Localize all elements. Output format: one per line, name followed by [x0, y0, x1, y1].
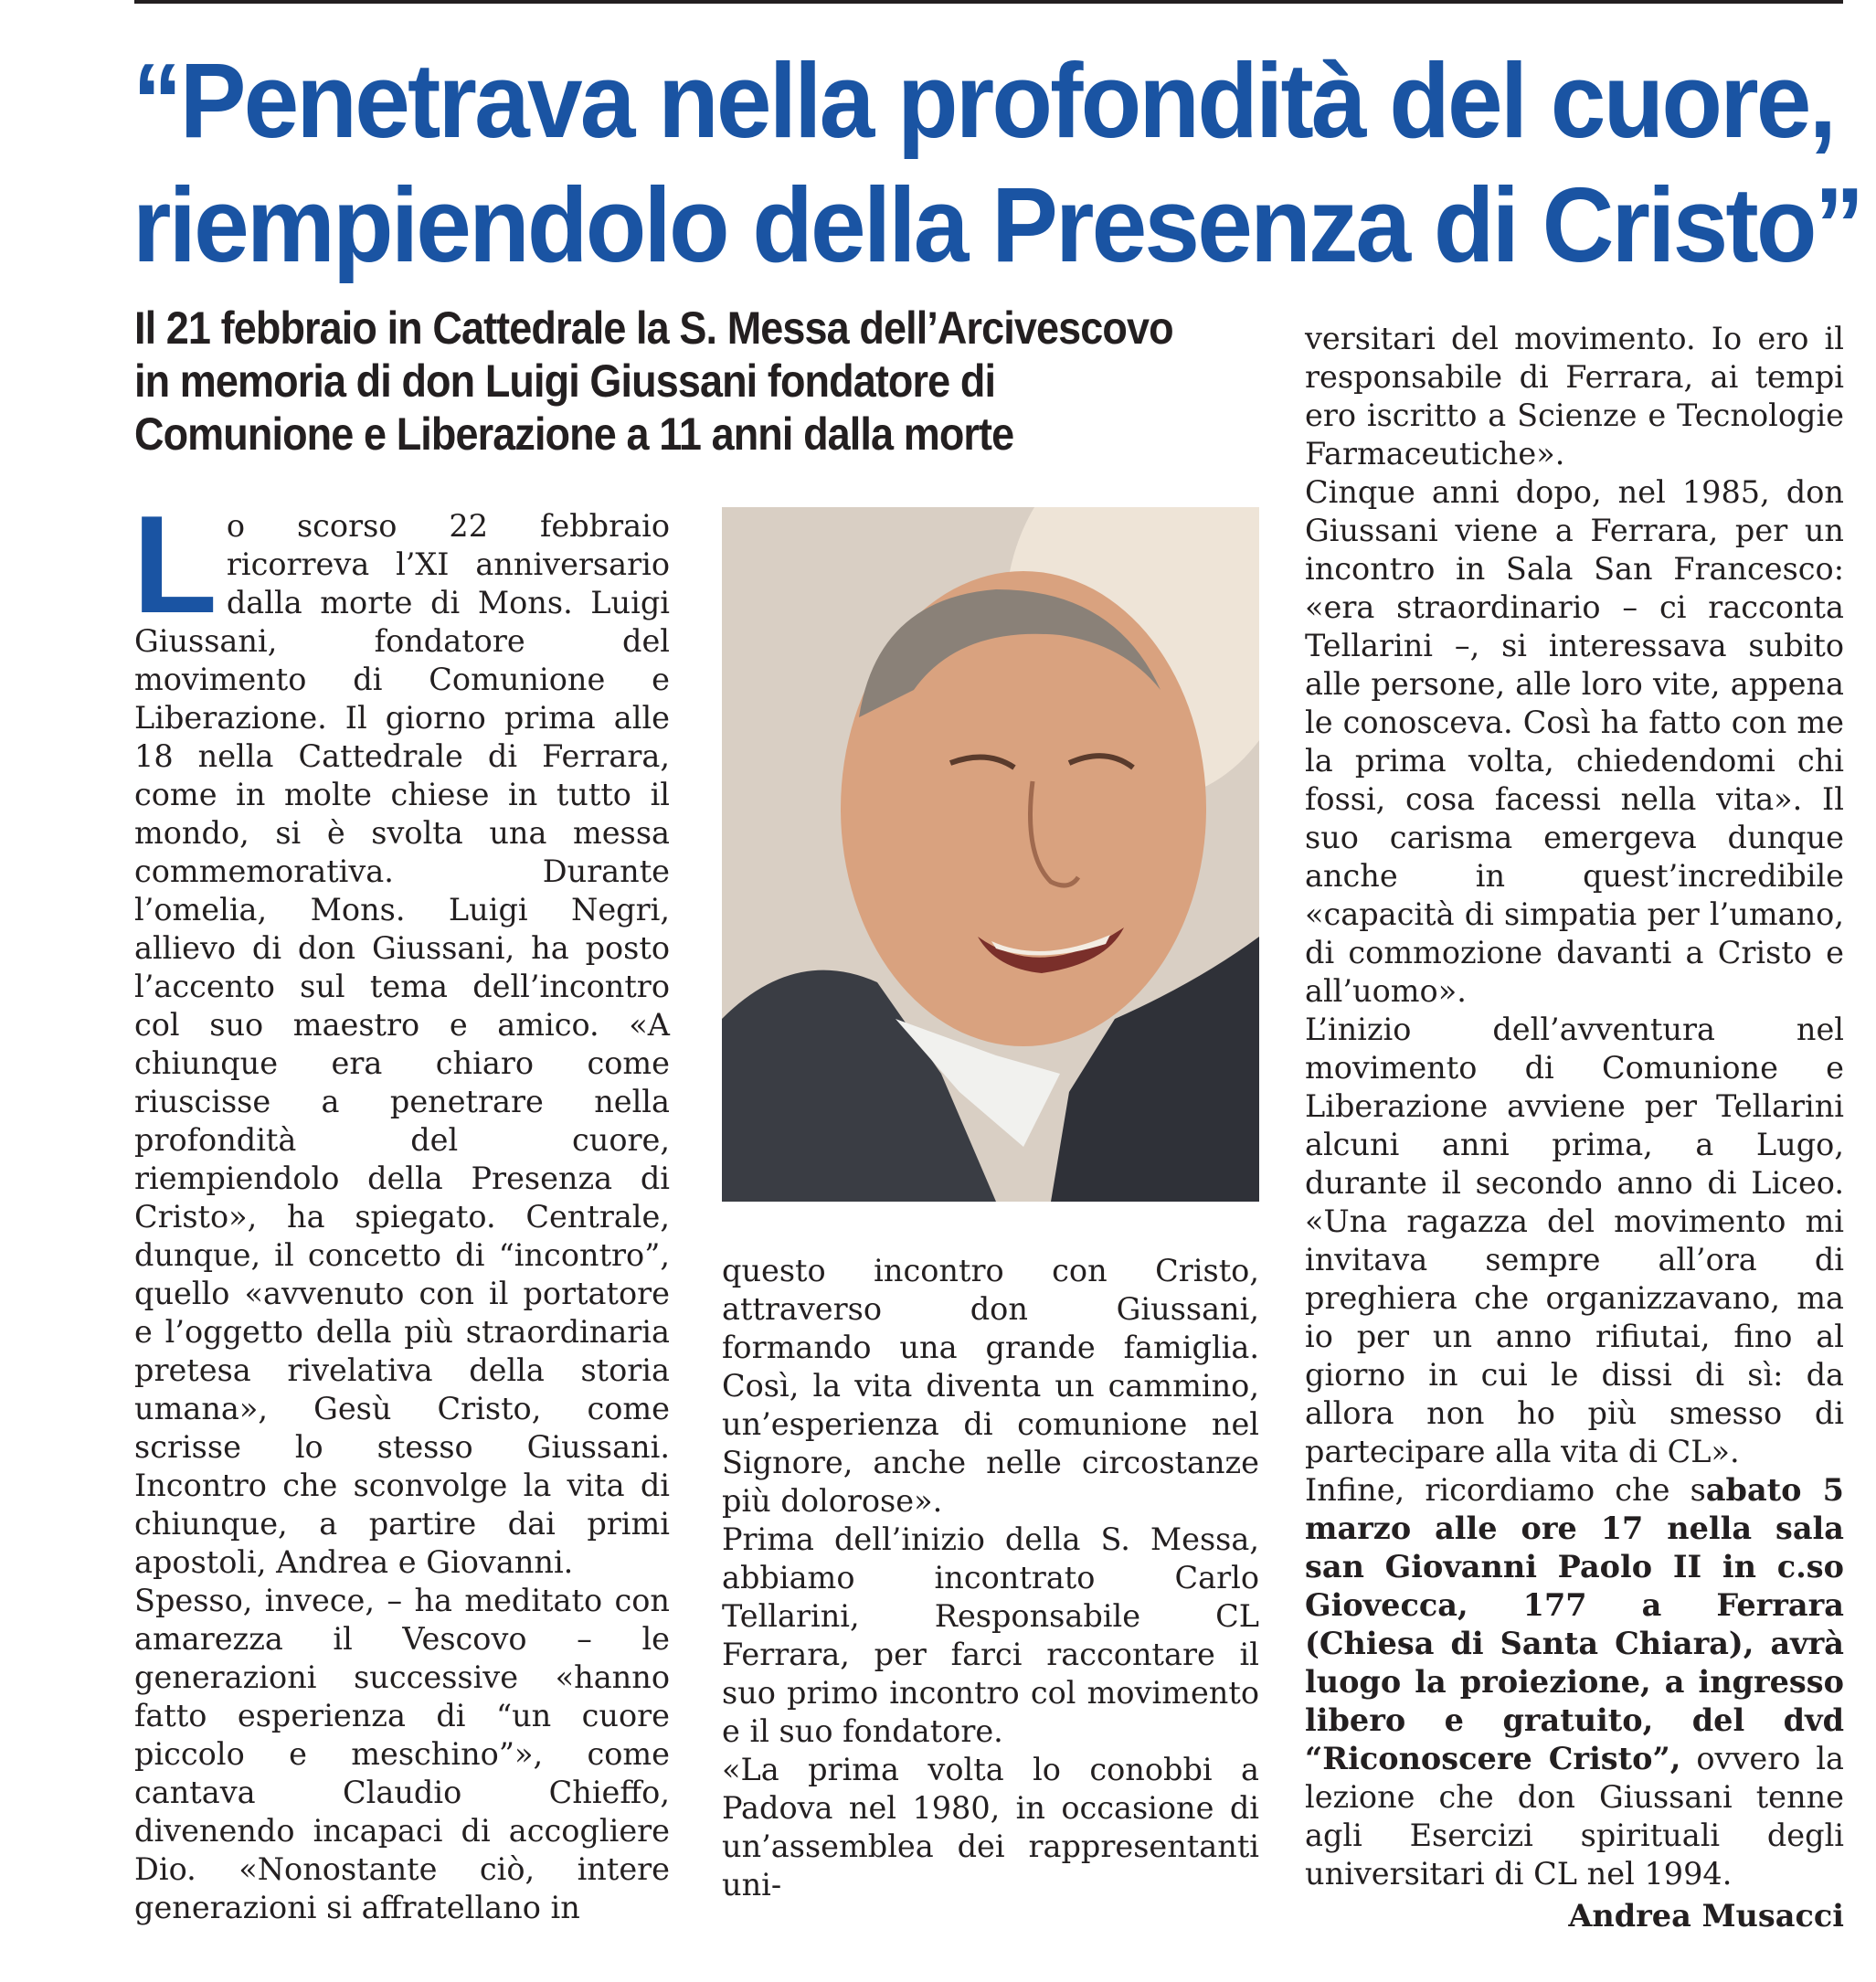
portrait-illustration — [722, 507, 1259, 1202]
subheadline-line-3: Comunione e Liberazione a 11 anni dalla morte — [134, 408, 1014, 460]
paragraph: Prima dell’inizio della S. Messa, abbiamo incontrato Carlo Tellarini, Responsabile CL Ferrara, per farci raccontare il suo primo incontro col movimento e il suo fondatore. — [722, 1521, 1259, 1749]
paragraph — [132, 487, 670, 1582]
article-column-3 — [1305, 320, 1844, 1935]
author-signature: Andrea Musacci — [1568, 1898, 1844, 1934]
article-column-1 — [132, 487, 670, 1927]
paragraph: questo incontro con Cristo, attraverso don Giussani, formando una grande famiglia. Così, la vita diventa un cammino, un’esperienza di comunione nel Signore, anche nelle circostanze più dolorose». — [722, 1253, 1259, 1519]
paragraph — [1305, 1471, 1844, 1893]
paragraph: Cinque anni dopo, nel 1985, don Giussani viene a Ferrara, per un incontro in Sala San Francesco: «era straordinario – ci racconta Tellarini –, si interessava subito alle persone, alle loro vite, appena le conosceva. Così ha fatto con me la prima volta, chiedendomi chi fossi, cosa facessi nella vita». Il suo carisma emergeva dunque anche in quest’incredibile «capacità di simpatia per l’umano, di commozione davanti a Cristo e all’uomo». — [1305, 474, 1844, 1009]
subheadline-line-2: in memoria di don Luigi Giussani fondatore di — [134, 355, 996, 407]
paragraph: versitari del movimento. Io ero il responsabile di Ferrara, ai tempi ero iscritto a Scienze e Tecnologie Farmaceutiche». — [1305, 321, 1844, 472]
top-rule — [134, 0, 1843, 4]
article-column-2 — [722, 1252, 1259, 1904]
drop-cap: L — [132, 487, 217, 642]
paragraph-text: o scorso 22 febbraio ricorreva l’XI anniversario dalla morte di Mons. Luigi Giussani, fondatore del movimento di Comunione e Liberazione. Il giorno prima alle 18 nella Cattedrale di Ferrara, come in molte chiese in tutto il mondo, si è svolta una messa commemorativa. Durante l’omelia, Mons. Luigi Negri, allievo di don Giussani, ha posto l’accento sul tema dell’incontro col suo maestro e amico. «A chiunque era chiaro come riuscisse a penetrare nella profondità del cuore, riempiendolo della Presenza di Cristo», ha spiegato. Centrale, dunque, il concetto di “incontro”, quello «avvenuto con il portatore e l’oggetto della più straordinaria pretesa rivelativa della storia umana», Gesù Cristo, come scrisse lo stesso Giussani. Incontro che sconvolge la vita di chiunque, a partire dai primi apostoli, Andrea e Giovanni. — [134, 508, 670, 1580]
paragraph-text: ovvero la lezione che don Giussani tenne agli Esercizi spirituali degli universitari di CL nel 1994. — [1305, 1741, 1845, 1892]
subheadline — [134, 302, 1173, 461]
paragraph: «La prima volta lo conobbi a Padova nel 1980, in occasione di un’assemblea dei rappresentanti uni- — [722, 1752, 1259, 1903]
event-announcement: abato 5 marzo alle ore 17 nella sala san Giovanni Paolo II in c.so Giovecca, 177 a Ferrara (Chiesa di Santa Chiara), avrà luogo la proiezione, a ingresso libero e gratuito, del dvd “Riconoscere Cristo”, — [1305, 1472, 1844, 1776]
subheadline-line-1: Il 21 febbraio in Cattedrale la S. Messa dell’Arcivescovo — [134, 302, 1173, 354]
headline-line-1: “Penetrava nella profondità del cuore, — [132, 41, 1835, 160]
headline-line-2: riempiendolo della Presenza di Cristo” — [132, 165, 1862, 284]
headline — [132, 38, 1862, 287]
paragraph-text: Infine, ricordiamo che s — [1305, 1472, 1706, 1508]
portrait-photo — [722, 507, 1259, 1202]
paragraph: L’inizio dell’avventura nel movimento di Comunione e Liberazione avviene per Tellarini alcuni anni prima, a Lugo, durante il secondo anno di Liceo. «Una ragazza del movimento mi invitava sempre all’ora di preghiera che organizzavano, ma io per un anno rifiutai, fino al giorno in cui le dissi di sì: da allora non ho più smesso di partecipare alla vita di CL». — [1305, 1012, 1844, 1469]
paragraph: Spesso, invece, – ha meditato con amarezza il Vescovo – le generazioni successive «hanno fatto esperienza di “un cuore piccolo e meschino”», come cantava Claudio Chieffo, divenendo incapaci di accogliere Dio. «Nonostante ciò, intere generazioni si affratellano in — [134, 1583, 670, 1925]
